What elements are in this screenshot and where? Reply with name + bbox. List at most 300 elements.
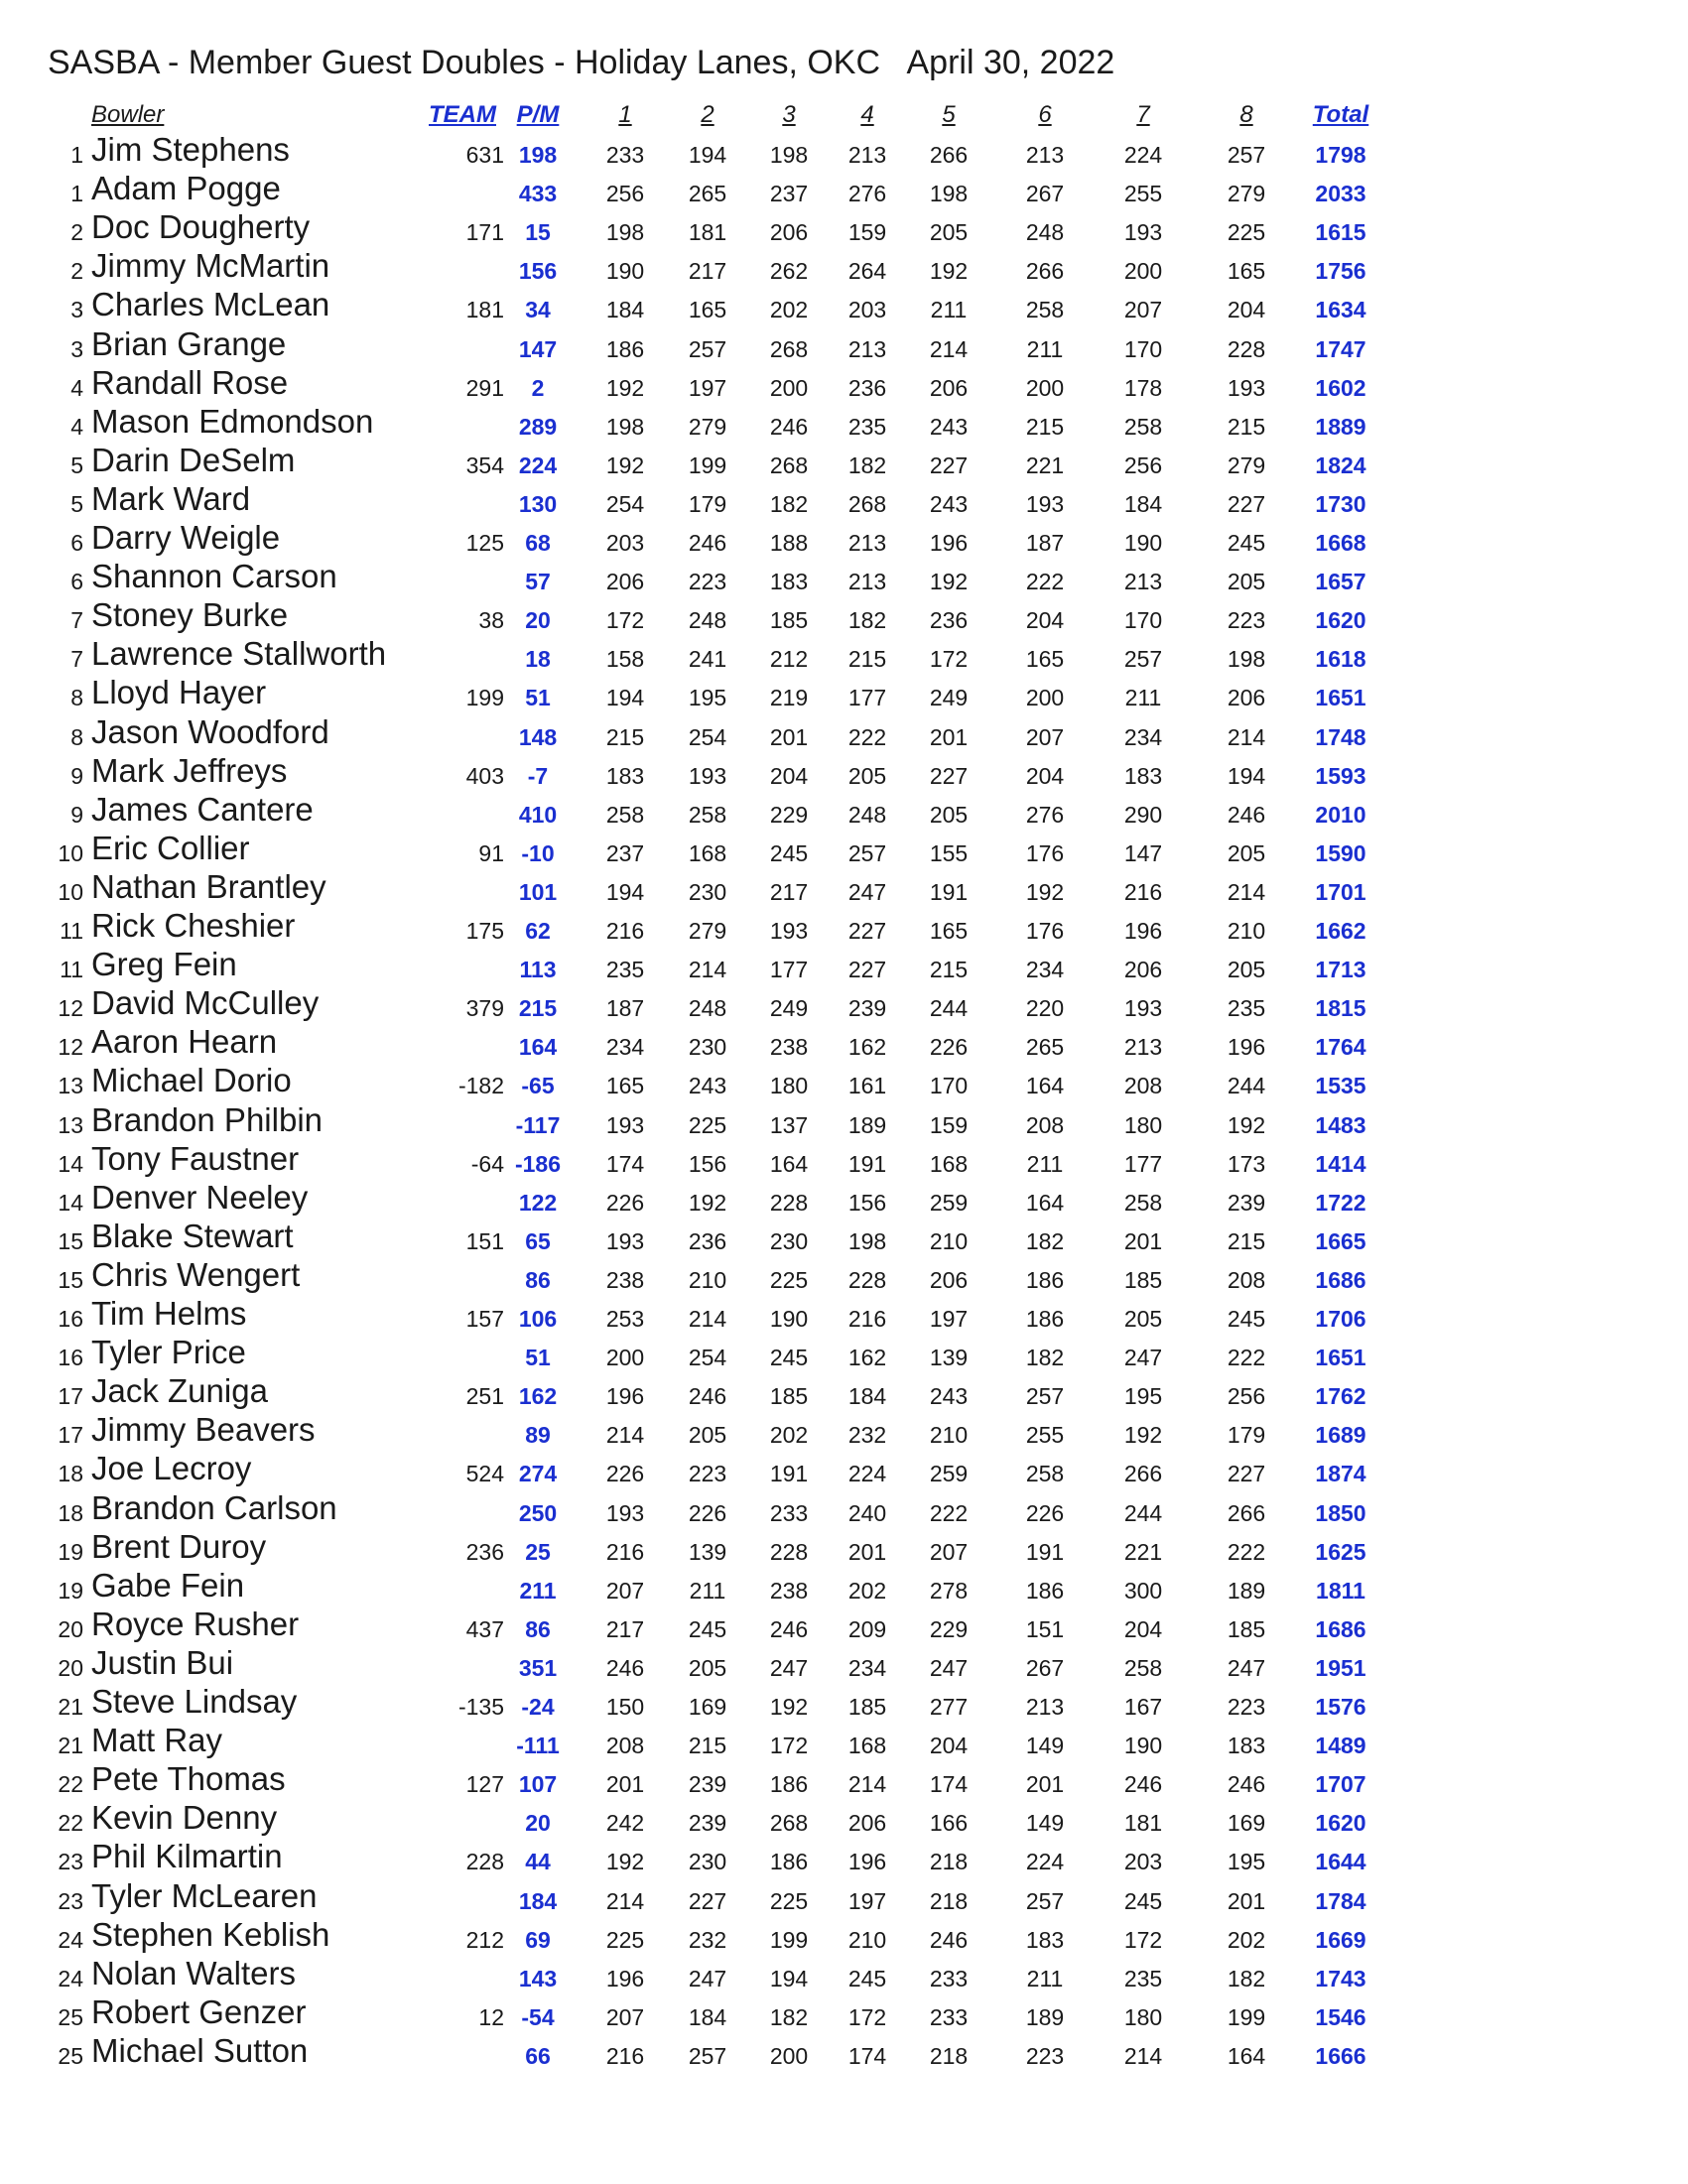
game-5-cell: 206 [929,1266,969,1293]
rank-cell: 4 [70,413,83,440]
game-2-cell: 247 [688,1965,727,1991]
game-1-cell: 186 [605,335,645,362]
game-3-cell: 249 [769,995,809,1022]
game-2-cell: 236 [688,1227,727,1254]
plus-minus-cell: 2 [531,374,545,401]
table-row [0,1527,1688,1569]
rank-cell: 25 [58,2042,83,2069]
game-4-cell: 232 [847,1422,887,1449]
game-8-cell: 179 [1227,1422,1266,1449]
total-cell: 1798 [1315,142,1366,168]
game-7-cell: 247 [1123,1345,1163,1371]
game-7-cell: 258 [1123,1654,1163,1681]
header-game-4: 4 [860,101,874,128]
total-cell: 1756 [1315,258,1366,285]
game-4-cell: 174 [847,2042,887,2069]
game-3-cell: 137 [769,1111,809,1138]
game-6-cell: 213 [1025,1694,1065,1720]
game-4-cell: 235 [847,413,887,440]
rank-cell: 16 [58,1345,83,1371]
game-4-cell: 201 [847,1538,887,1565]
table-row [0,1876,1688,1918]
game-2-cell: 230 [688,1849,727,1875]
team-score-cell: 236 [465,1538,504,1565]
game-2-cell: 168 [688,839,727,866]
table-row [0,1100,1688,1142]
game-3-cell: 185 [769,607,809,634]
game-6-cell: 201 [1025,1771,1065,1798]
total-cell: 1625 [1315,1538,1366,1565]
game-6-cell: 211 [1026,1150,1064,1177]
game-8-cell: 199 [1227,2003,1266,2030]
game-1-cell: 242 [605,1810,645,1837]
game-2-cell: 265 [688,181,727,207]
game-5-cell: 259 [929,1189,969,1216]
game-2-cell: 192 [688,1189,727,1216]
bowler-name: Rick Cheshier [91,907,296,944]
rank-cell: 10 [58,878,83,905]
game-6-cell: 182 [1025,1227,1065,1254]
game-5-cell: 244 [929,995,969,1022]
game-7-cell: 147 [1123,839,1163,866]
game-7-cell: 200 [1123,258,1163,285]
bowler-name: Nolan Walters [91,1954,297,1991]
game-6-cell: 204 [1025,762,1065,789]
bowler-name: Michael Sutton [91,2031,309,2069]
rank-cell: 22 [58,1771,83,1798]
game-1-cell: 194 [605,878,645,905]
table-row [0,948,1688,986]
plus-minus-cell: 274 [518,1461,558,1487]
game-2-cell: 248 [688,995,727,1022]
game-3-cell: 194 [769,1965,809,1991]
team-score-cell: -64 [470,1150,504,1177]
bowler-name: Matt Ray [91,1722,223,1759]
total-cell: 1590 [1315,839,1366,866]
rank-cell: 5 [70,451,83,478]
total-cell: 1618 [1315,646,1366,673]
bowler-name: David McCulley [91,984,320,1022]
game-4-cell: 224 [847,1461,887,1487]
plus-minus-cell: 211 [519,1577,557,1604]
total-cell: 1662 [1315,918,1366,944]
game-5-cell: 266 [929,142,969,168]
rank-cell: 19 [58,1538,83,1565]
game-1-cell: 198 [605,219,645,246]
bowler-name: Tyler McLearen [91,1876,318,1914]
game-7-cell: 183 [1123,762,1163,789]
game-8-cell: 239 [1227,1189,1266,1216]
bowler-name: James Cantere [91,790,314,828]
team-score-cell: 437 [465,1615,504,1642]
game-6-cell: 189 [1025,2003,1065,2030]
plus-minus-cell: 86 [525,1615,551,1642]
plus-minus-cell: -111 [516,1733,560,1759]
bowler-name: Michael Dorio [91,1062,292,1099]
game-8-cell: 214 [1227,878,1266,905]
game-6-cell: 257 [1025,1887,1065,1914]
game-3-cell: 172 [769,1733,809,1759]
game-4-cell: 196 [847,1849,887,1875]
table-row [0,676,1688,714]
game-4-cell: 182 [847,607,887,634]
game-2-cell: 199 [688,451,727,478]
game-7-cell: 213 [1123,569,1163,595]
game-6-cell: 258 [1025,297,1065,323]
game-8-cell: 245 [1227,1306,1266,1332]
total-cell: 1951 [1315,1654,1366,1681]
game-4-cell: 239 [847,995,887,1022]
game-3-cell: 188 [769,530,809,556]
rank-cell: 8 [70,685,83,711]
team-score-cell: 151 [465,1227,504,1254]
table-row [0,1992,1688,2034]
game-7-cell: 266 [1123,1461,1163,1487]
team-score-cell: 291 [465,374,504,401]
game-2-cell: 257 [688,335,727,362]
plus-minus-cell: -186 [514,1150,562,1177]
game-1-cell: 207 [605,1577,645,1604]
total-cell: 1651 [1315,1345,1366,1371]
game-3-cell: 225 [769,1266,809,1293]
game-2-cell: 227 [688,1887,727,1914]
team-score-cell: -182 [457,1073,504,1099]
game-6-cell: 165 [1025,646,1065,673]
game-1-cell: 196 [605,1383,645,1410]
game-3-cell: 217 [769,878,809,905]
game-5-cell: 233 [929,1965,969,1991]
game-3-cell: 262 [769,258,809,285]
game-8-cell: 279 [1227,181,1266,207]
bowler-name: Doc Dougherty [91,208,311,246]
game-1-cell: 258 [605,801,645,828]
game-3-cell: 180 [769,1073,809,1099]
rank-cell: 12 [58,995,83,1022]
table-row [0,829,1688,870]
game-5-cell: 172 [929,646,969,673]
game-3-cell: 191 [769,1461,809,1487]
plus-minus-cell: 65 [525,1227,551,1254]
game-8-cell: 202 [1227,1926,1266,1953]
game-7-cell: 258 [1123,413,1163,440]
game-8-cell: 185 [1227,1615,1266,1642]
plus-minus-cell: 89 [525,1422,551,1449]
game-6-cell: 192 [1025,878,1065,905]
game-3-cell: 228 [769,1538,809,1565]
game-2-cell: 232 [688,1926,727,1953]
table-row [0,172,1688,210]
rank-cell: 19 [58,1577,83,1604]
game-5-cell: 278 [929,1577,969,1604]
game-7-cell: 170 [1123,607,1163,634]
game-8-cell: 215 [1227,413,1266,440]
game-2-cell: 239 [688,1771,727,1798]
game-8-cell: 228 [1227,335,1266,362]
game-4-cell: 159 [847,219,887,246]
rank-cell: 25 [58,2003,83,2030]
game-4-cell: 189 [847,1111,887,1138]
plus-minus-cell: 86 [525,1266,551,1293]
game-6-cell: 211 [1026,335,1064,362]
bowler-name: Randall Rose [91,363,289,401]
game-3-cell: 230 [769,1227,809,1254]
total-cell: 1889 [1315,413,1366,440]
bowler-name: Nathan Brantley [91,867,326,905]
total-cell: 1666 [1315,2042,1366,2069]
game-3-cell: 200 [769,2042,809,2069]
game-5-cell: 170 [929,1073,969,1099]
table-row [0,521,1688,560]
total-cell: 1615 [1315,219,1366,246]
rank-cell: 23 [58,1849,83,1875]
team-score-cell: 175 [465,918,504,944]
table-row [0,441,1688,482]
game-6-cell: 164 [1025,1189,1065,1216]
team-score-cell: 38 [478,607,504,634]
game-5-cell: 215 [929,957,969,983]
game-7-cell: 234 [1123,723,1163,750]
game-2-cell: 257 [688,2042,727,2069]
page-title: SASBA - Member Guest Doubles - Holiday Lanes, OKC April 30, 2022 [48,44,1115,81]
total-cell: 1483 [1315,1111,1366,1138]
game-5-cell: 243 [929,413,969,440]
total-cell: 1743 [1315,1965,1366,1991]
game-2-cell: 214 [688,1306,727,1332]
rank-cell: 10 [58,839,83,866]
table-row [0,1685,1688,1724]
plus-minus-cell: 25 [525,1538,551,1565]
table-row [0,867,1688,909]
game-4-cell: 234 [847,1654,887,1681]
game-7-cell: 206 [1123,957,1163,983]
total-cell: 1748 [1315,723,1366,750]
game-6-cell: 164 [1025,1073,1065,1099]
game-5-cell: 226 [929,1034,969,1061]
game-4-cell: 177 [847,685,887,711]
rank-cell: 18 [58,1461,83,1487]
game-7-cell: 208 [1123,1073,1163,1099]
total-cell: 2010 [1315,801,1366,828]
rank-cell: 11 [60,957,83,983]
table-row [0,1607,1688,1646]
game-2-cell: 156 [688,1150,727,1177]
plus-minus-cell: 130 [518,490,558,517]
plus-minus-cell: 147 [518,335,558,362]
game-6-cell: 211 [1026,1965,1064,1991]
game-5-cell: 218 [929,2042,969,2069]
table-row [0,1064,1688,1102]
game-6-cell: 267 [1025,1654,1065,1681]
game-2-cell: 230 [688,1034,727,1061]
game-6-cell: 255 [1025,1422,1065,1449]
game-1-cell: 198 [605,413,645,440]
game-2-cell: 239 [688,1810,727,1837]
game-3-cell: 238 [769,1577,809,1604]
game-1-cell: 165 [605,1073,645,1099]
game-8-cell: 235 [1227,995,1266,1022]
game-7-cell: 290 [1123,801,1163,828]
table-row [0,249,1688,288]
game-2-cell: 279 [688,918,727,944]
team-score-cell: 403 [465,762,504,789]
plus-minus-cell: 410 [518,801,558,828]
game-1-cell: 215 [605,723,645,750]
game-4-cell: 213 [847,335,887,362]
game-2-cell: 217 [688,258,727,285]
game-6-cell: 149 [1025,1733,1065,1759]
game-3-cell: 186 [769,1849,809,1875]
game-3-cell: 228 [769,1189,809,1216]
table-row [0,637,1688,676]
rank-cell: 17 [58,1383,83,1410]
game-2-cell: 195 [688,685,727,711]
game-8-cell: 194 [1227,762,1266,789]
game-7-cell: 257 [1123,646,1163,673]
game-5-cell: 174 [929,1771,969,1798]
team-score-cell: 127 [465,1771,504,1798]
bowler-name: Charles McLean [91,286,330,323]
game-7-cell: 216 [1123,878,1163,905]
table-row [0,1488,1688,1530]
game-5-cell: 168 [929,1150,969,1177]
game-5-cell: 205 [929,801,969,828]
bowler-name: Gabe Fein [91,1566,245,1604]
game-2-cell: 246 [688,1383,727,1410]
game-5-cell: 218 [929,1849,969,1875]
plus-minus-cell: 122 [518,1189,558,1216]
game-3-cell: 268 [769,335,809,362]
table-row [0,790,1688,832]
game-5-cell: 191 [929,878,969,905]
bowler-name: Mason Edmondson [91,402,374,440]
bowler-name: Pete Thomas [91,1760,286,1798]
game-4-cell: 162 [847,1345,887,1371]
table-row [0,1374,1688,1413]
game-3-cell: 192 [769,1694,809,1720]
game-4-cell: 216 [847,1306,887,1332]
game-8-cell: 256 [1227,1383,1266,1410]
bowler-name: Brandon Carlson [91,1488,337,1526]
rank-cell: 4 [70,374,83,401]
plus-minus-cell: 51 [525,685,551,711]
rank-cell: 9 [70,801,83,828]
rank-cell: 5 [70,490,83,517]
game-4-cell: 257 [847,839,887,866]
game-1-cell: 207 [605,2003,645,2030]
game-1-cell: 193 [605,1227,645,1254]
plus-minus-cell: 51 [525,1345,551,1371]
total-cell: 1811 [1316,1577,1365,1604]
game-7-cell: 184 [1123,490,1163,517]
game-8-cell: 196 [1227,1034,1266,1061]
table-row [0,133,1688,172]
game-3-cell: 246 [769,1615,809,1642]
game-4-cell: 172 [847,2003,887,2030]
plus-minus-cell: 198 [518,142,558,168]
total-cell: 1414 [1315,1150,1366,1177]
plus-minus-cell: 34 [525,297,551,323]
game-5-cell: 243 [929,490,969,517]
table-row [0,560,1688,598]
total-cell: 1707 [1315,1771,1366,1798]
game-6-cell: 221 [1025,451,1065,478]
table-row [0,1915,1688,1957]
game-4-cell: 228 [847,1266,887,1293]
game-3-cell: 233 [769,1499,809,1526]
game-8-cell: 210 [1227,918,1266,944]
rank-cell: 20 [58,1615,83,1642]
bowler-name: Greg Fein [91,946,237,983]
total-cell: 1874 [1315,1461,1366,1487]
table-row [0,2031,1688,2073]
game-7-cell: 172 [1123,1926,1163,1953]
plus-minus-cell: 184 [518,1887,558,1914]
game-1-cell: 196 [605,1965,645,1991]
game-4-cell: 161 [847,1073,887,1099]
bowler-name: Jason Woodford [91,712,329,750]
total-cell: 1824 [1315,451,1366,478]
game-4-cell: 185 [847,1694,887,1720]
team-score-cell: 91 [478,839,504,866]
game-8-cell: 205 [1227,569,1266,595]
header-pm: P/M [516,101,560,128]
bowler-name: Adam Pogge [91,170,281,207]
game-3-cell: 229 [769,801,809,828]
game-4-cell: 202 [847,1577,887,1604]
game-7-cell: 213 [1123,1034,1163,1061]
total-cell: 1730 [1315,490,1366,517]
game-7-cell: 201 [1123,1227,1163,1254]
game-4-cell: 197 [847,1887,887,1914]
game-5-cell: 192 [929,569,969,595]
game-4-cell: 184 [847,1383,887,1410]
header-game-7: 7 [1136,101,1150,128]
game-4-cell: 264 [847,258,887,285]
game-2-cell: 193 [688,762,727,789]
game-3-cell: 201 [769,723,809,750]
game-3-cell: 247 [769,1654,809,1681]
game-1-cell: 184 [605,297,645,323]
game-2-cell: 230 [688,878,727,905]
team-score-cell: 631 [465,142,504,168]
game-4-cell: 191 [847,1150,887,1177]
game-6-cell: 204 [1025,607,1065,634]
table-row [0,1566,1688,1607]
total-cell: 1764 [1315,1034,1366,1061]
game-7-cell: 193 [1123,219,1163,246]
table-row [0,324,1688,366]
bowler-name: Tim Helms [91,1295,247,1332]
plus-minus-cell: 68 [525,530,551,556]
game-3-cell: 245 [769,1345,809,1371]
game-2-cell: 205 [688,1422,727,1449]
game-1-cell: 237 [605,839,645,866]
team-score-cell: 125 [465,530,504,556]
game-3-cell: 164 [769,1150,809,1177]
bowler-name: Lloyd Hayer [91,674,267,711]
game-7-cell: 244 [1123,1499,1163,1526]
rank-cell: 23 [58,1887,83,1914]
game-1-cell: 214 [605,1422,645,1449]
game-6-cell: 191 [1025,1538,1065,1565]
rank-cell: 3 [70,335,83,362]
total-cell: 1620 [1315,1810,1366,1837]
game-1-cell: 206 [605,569,645,595]
game-8-cell: 223 [1227,1694,1266,1720]
plus-minus-cell: 69 [525,1926,551,1953]
game-3-cell: 182 [769,2003,809,2030]
plus-minus-cell: 66 [525,2042,551,2069]
